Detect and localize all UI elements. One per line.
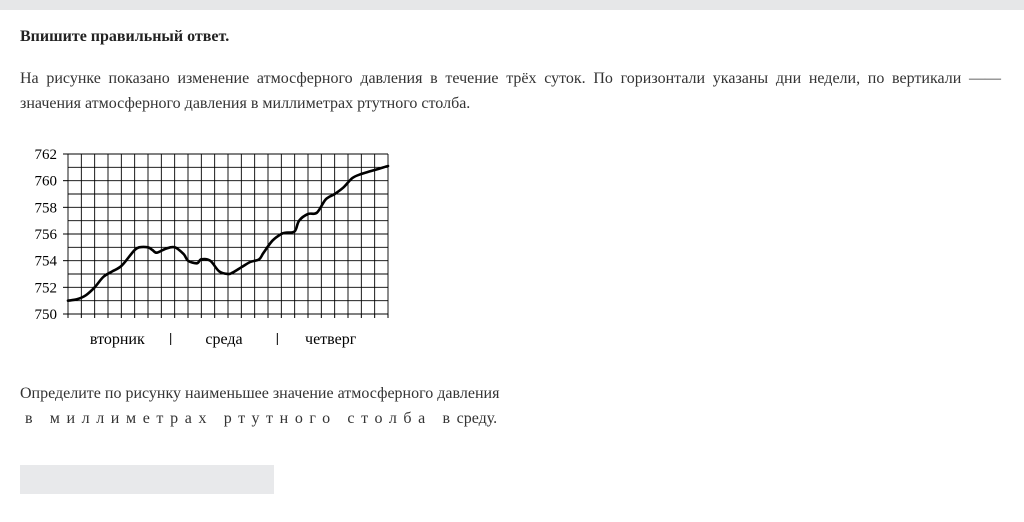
y-tick-label: 752 — [34, 280, 57, 297]
x-category-label: среда — [205, 331, 243, 348]
pressure-chart — [20, 140, 400, 360]
question-spaced-text: в миллиметрах ртутного столба в — [25, 410, 457, 427]
top-bar — [0, 0, 1024, 10]
y-tick-label: 754 — [34, 253, 57, 270]
task-instruction: Впишите правильный ответ. — [20, 28, 230, 45]
y-tick-label: 760 — [34, 173, 57, 190]
y-tick-label: 750 — [34, 307, 57, 323]
y-tick-label: 756 — [34, 227, 57, 243]
question-text — [20, 381, 499, 431]
pressure-chart-svg — [20, 140, 400, 355]
question-end-text: среду. — [456, 410, 498, 427]
question-line2 — [20, 406, 499, 431]
question-line1: Определите по рисунку наименьшее значение атмосферного давления — [20, 385, 500, 402]
y-tick-label: 758 — [34, 200, 57, 217]
y-tick-label: 762 — [34, 147, 57, 163]
answer-input[interactable] — [20, 465, 274, 494]
problem-text: На рисунке показано изменение атмосферного давления в течение трёх суток. По горизонтали указаны дни недели, по вертикали —— значения атмосферного давления в миллиметрах ртутного столба. — [20, 70, 1001, 112]
x-category-label: четверг — [305, 331, 357, 348]
x-category-label: вторник — [89, 331, 145, 348]
